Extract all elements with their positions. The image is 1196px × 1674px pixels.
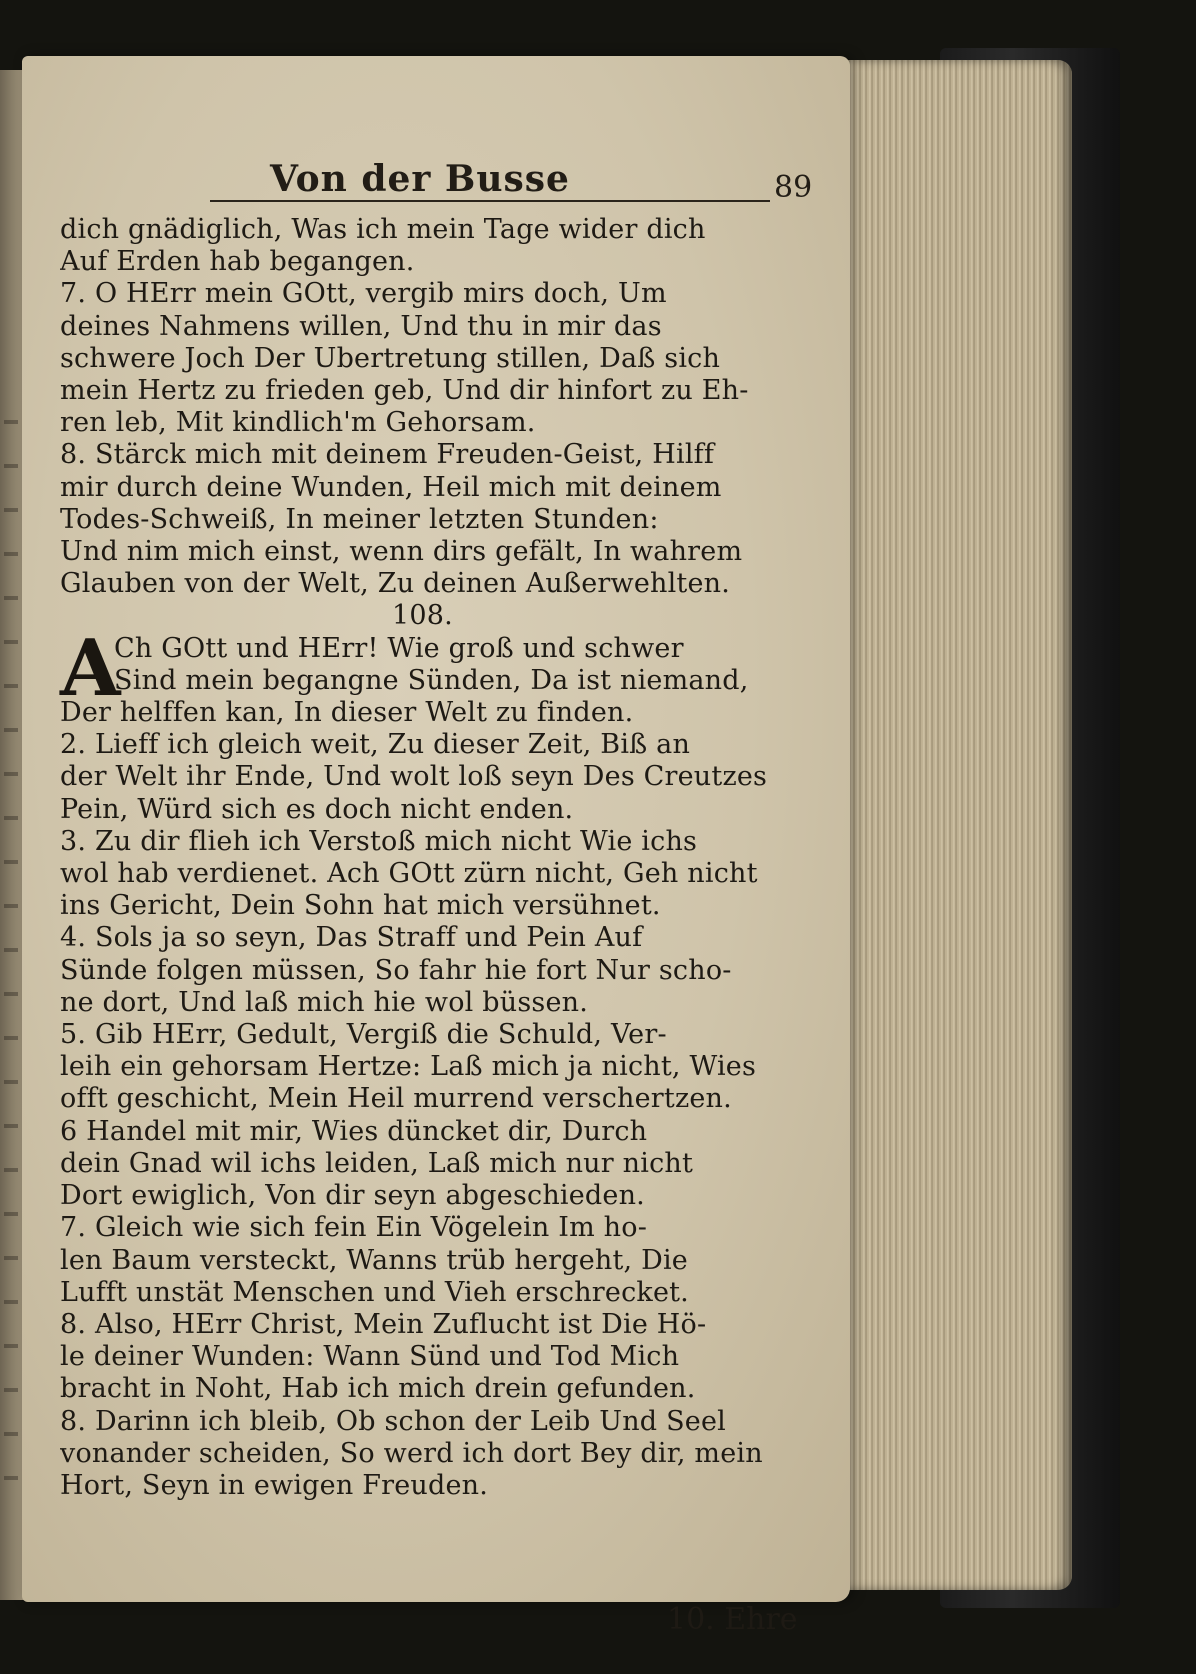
text-line: offt geschicht, Mein Heil murrend verschertzen. [60,1083,732,1115]
text-line: Und nim mich einst, wenn dirs gefält, In wahrem [60,536,743,568]
text-line: Der helffen kan, In dieser Welt zu finden. [60,697,634,729]
text-line: dein Gnad wil ichs leiden, Laß mich nur nicht [60,1147,694,1179]
text-line: Hort, Seyn in ewigen Freuden. [60,1469,489,1501]
head-rule [210,200,770,202]
text-line: dich gnädiglich, Was ich mein Tage wider dich [60,214,706,245]
text-line: leih ein gehorsam Hertze: Laß mich ja nicht, Wies [60,1051,757,1083]
text-line: 7. O HErr mein GOtt, vergib mirs doch, Um [60,278,667,310]
text-line: Todes-Schweiß, In meiner letzten Stunden: [60,503,659,535]
page-number: 89 [774,170,813,205]
text-line: le deiner Wunden: Wann Sünd und Tod Mich [60,1341,680,1373]
text-line: der Welt ihr Ende, Und wolt loß seyn Des Creutzes [60,761,768,793]
text-line: Ch GOtt und HErr! Wie groß und schwer [114,632,684,664]
running-head [82,114,813,205]
page-edges [838,60,1072,1590]
page-title: Von der Busse [270,158,570,200]
text-line: Dort ewiglich, Von dir seyn abgeschieden. [60,1180,645,1212]
body-text [60,214,785,1502]
text-line: ne dort, Und laß mich hie wol büssen. [60,986,589,1018]
catchword: 10. Ehre [667,1602,798,1637]
text-line: deines Nahmens willen, Und thu in mir das [60,310,662,342]
text-line: 4. Sols ja so seyn, Das Straff und Pein Auf [60,922,643,954]
text-line: Glauben von der Welt, Zu deinen Außerwehlten. [60,568,731,600]
text-line: vonander scheiden, So werd ich dort Bey dir, mein [60,1437,763,1469]
text-line: ins Gericht, Dein Sohn hat mich versühnet. [60,890,661,922]
text-line: 2. Lieff ich gleich weit, Zu dieser Zeit, Biß an [60,729,691,761]
text-line: Auf Erden hab begangen. [60,246,415,278]
text-line: mir durch deine Wunden, Heil mich mit deinem [60,471,722,503]
text-line: len Baum versteckt, Wanns trüb hergeht, Die [60,1244,688,1276]
hymn-number: 108. [392,600,453,632]
drop-cap: A [60,622,121,714]
text-line: schwere Joch Der Ubertretung stillen, Daß sich [60,342,721,374]
text-line: 5. Gib HErr, Gedult, Vergiß die Schuld, Ver- [60,1019,667,1051]
text-line: 6 Handel mit mir, Wies düncket dir, Durch [60,1115,648,1147]
text-line: bracht in Noht, Hab ich mich drein gefunden. [60,1373,696,1405]
text-line: ren leb, Mit kindlich'm Gehorsam. [60,407,536,439]
text-line: 7. Gleich wie sich fein Ein Vögelein Im ho- [60,1212,648,1244]
page [22,56,850,1637]
text-line: 8. Also, HErr Christ, Mein Zuflucht ist Die Hö- [60,1308,707,1340]
binding-marks [4,380,18,1500]
text-line: Lufft unstät Menschen und Vieh erschrecket. [60,1276,689,1308]
text-line: mein Hertz zu frieden geb, Und dir hinfort zu Eh- [60,375,749,407]
text-line: 3. Zu dir flieh ich Verstoß mich nicht Wie ichs [60,825,698,857]
text-line: Sünde folgen müssen, So fahr hie fort Nur scho- [60,954,732,986]
text-line: wol hab verdienet. Ach GOtt zürn nicht, Geh nicht [60,858,758,890]
text-line: Sind mein begangne Sünden, Da ist niemand, [114,664,749,696]
text-line: 8. Stärck mich mit deinem Freuden-Geist, Hilff [60,439,715,471]
text-line: 8. Darinn ich bleib, Ob schon der Leib Und Seel [60,1405,726,1437]
text-line: Pein, Würd sich es doch nicht enden. [60,793,574,825]
